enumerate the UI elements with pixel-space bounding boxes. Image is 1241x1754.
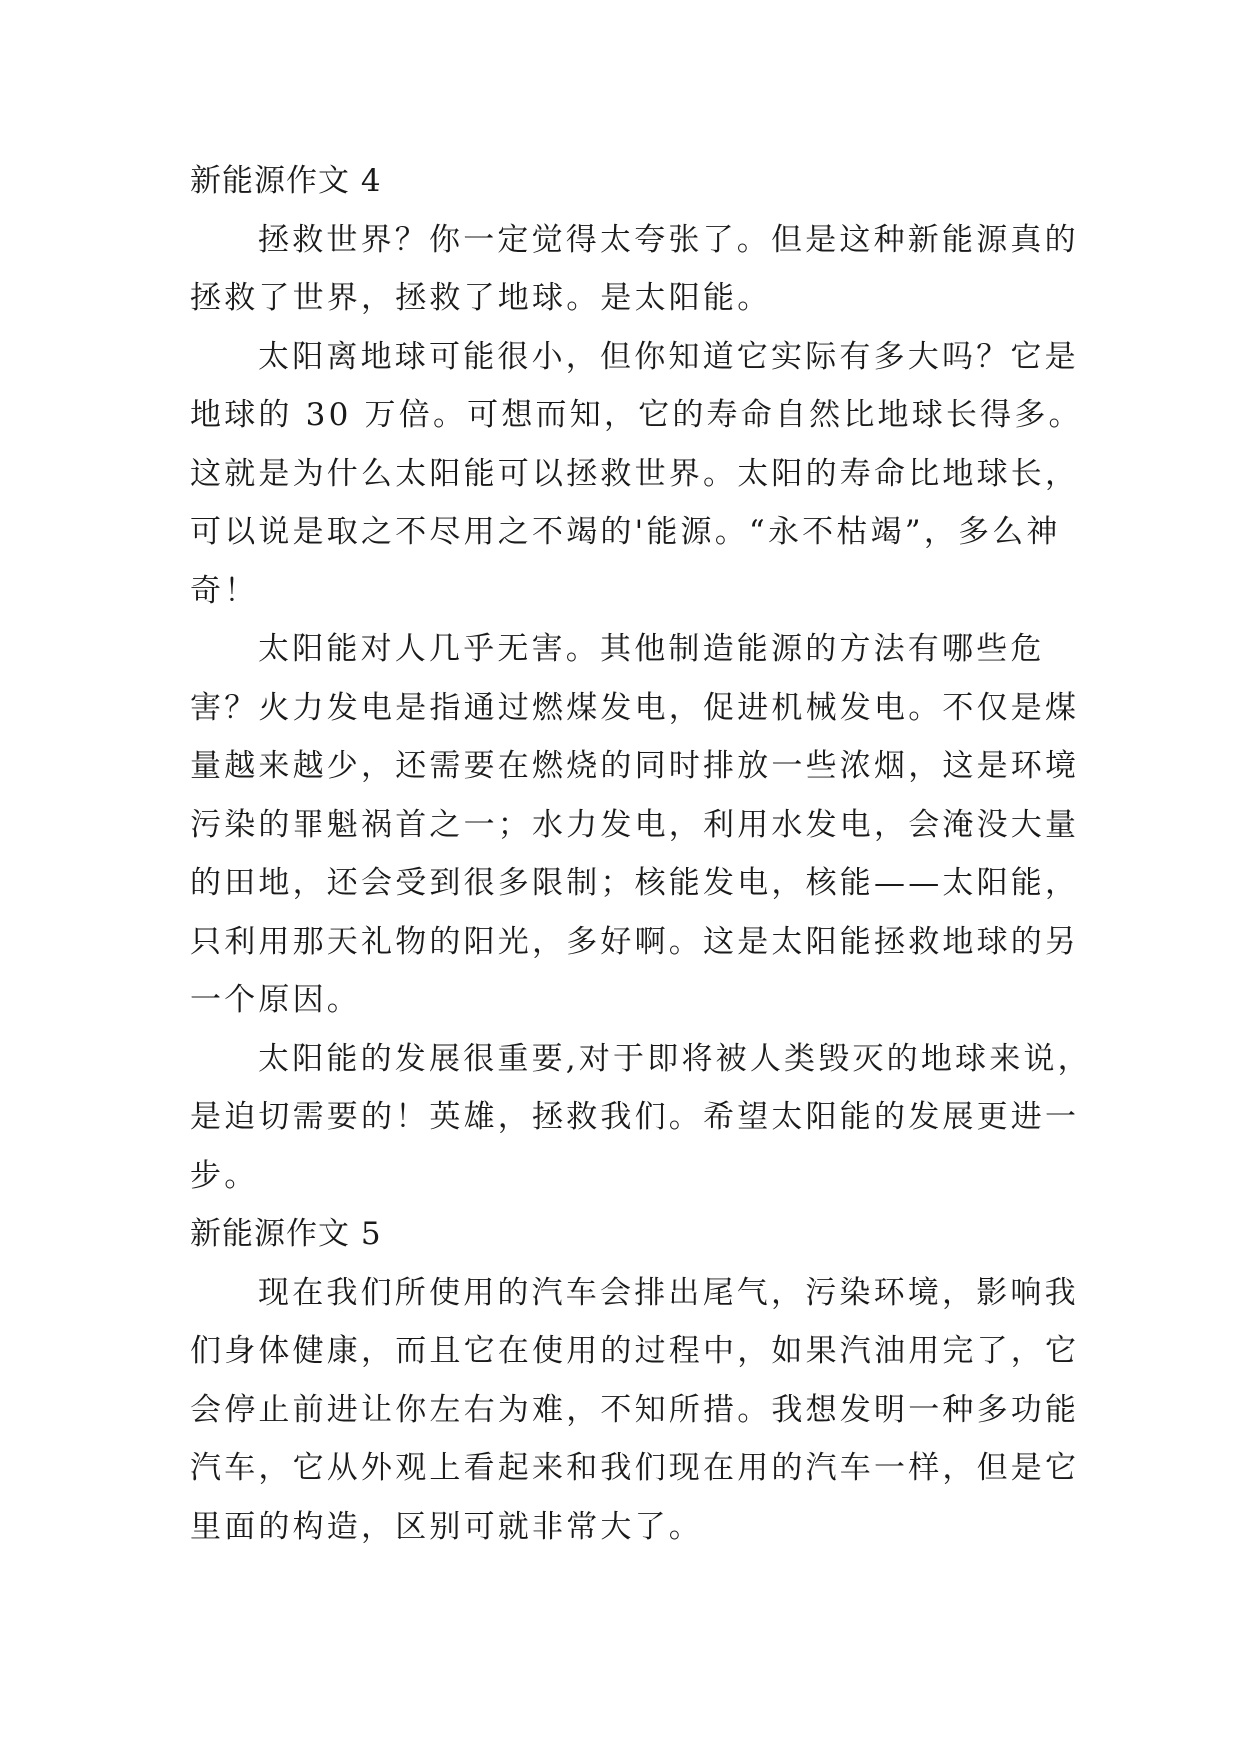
paragraph-line: 这就是为什么太阳能可以拯救世界。太阳的寿命比地球长， [190,455,1080,492]
paragraph-line: 的田地，还会受到很多限制；核能发电，核能——太阳能， [190,865,1080,901]
paragraph-line: 只利用那天礼物的阳光，多好啊。这是太阳能拯救地球的另 [190,923,1080,960]
paragraph-line: 汽车，它从外观上看起来和我们现在用的汽车一样，但是它 [190,1450,1080,1486]
paragraph-line: 拯救世界？你一定觉得太夸张了。但是这种新能源真的 [258,221,1079,258]
paragraph-line: 现在我们所使用的汽车会排出尾气，污染环境，影响我 [258,1274,1079,1311]
paragraph-line: 太阳能对人几乎无害。其他制造能源的方法有哪些危 [258,631,1045,667]
paragraph-line: 地球的 30 万倍。可想而知，它的寿命自然比地球长得多。 [190,397,1083,433]
paragraph-line: 会停止前进让你左右为难，不知所措。我想发明一种多功能 [190,1391,1080,1428]
essay-5-title: 新能源作文 5 [190,1216,382,1252]
paragraph-line: 可以说是取之不尽用之不竭的'能源。“永不枯竭”，多么神 [190,514,1061,550]
essay-4-title: 新能源作文 4 [190,163,382,199]
paragraph-line: 太阳离地球可能很小，但你知道它实际有多大吗？它是 [258,338,1079,375]
paragraph-line: 一个原因。 [190,982,361,1018]
paragraph-line: 拯救了世界，拯救了地球。是太阳能。 [190,280,772,316]
paragraph-line: 污染的罪魁祸首之一；水力发电，利用水发电，会淹没大量 [190,806,1080,843]
paragraph-line: 太阳能的发展很重要,对于即将被人类毁灭的地球来说， [258,1040,1092,1077]
paragraph-line: 里面的构造，区别可就非常大了。 [190,1508,703,1545]
paragraph-line: 害？火力发电是指通过燃煤发电，促进机械发电。不仅是煤 [190,689,1080,726]
document-page [190,152,1092,1556]
paragraph-line: 步。 [190,1157,259,1194]
paragraph-line: 量越来越少，还需要在燃烧的同时排放一些浓烟，这是环境 [190,748,1080,784]
paragraph-line: 是迫切需要的！英雄，拯救我们。希望太阳能的发展更进一 [190,1099,1080,1135]
paragraph-line: 们身体健康，而且它在使用的过程中，如果汽油用完了，它 [190,1333,1080,1369]
paragraph-line: 奇！ [190,572,259,609]
